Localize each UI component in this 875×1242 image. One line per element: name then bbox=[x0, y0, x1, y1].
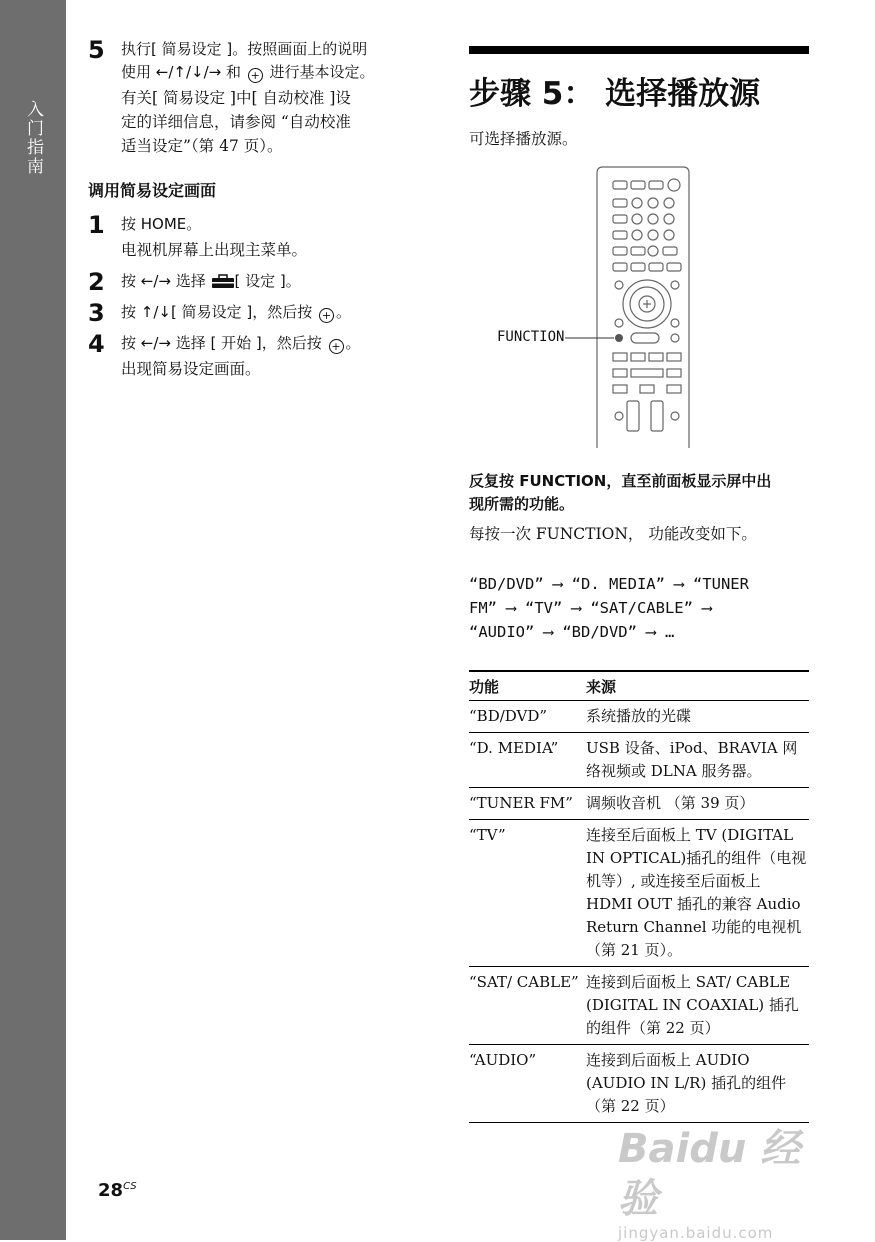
page-number: $28^{CS}$ bbox=[98, 1180, 137, 1201]
source-cell: 系统播放的光碟 bbox=[586, 701, 809, 733]
step-3 bbox=[88, 299, 438, 327]
table-header-row bbox=[469, 671, 809, 701]
step-4 bbox=[88, 332, 438, 381]
step-text: 按 ←/→ 选择 [ 开始 ]，然后按 + 。 bbox=[121, 334, 361, 353]
function-cell: “TV” bbox=[469, 820, 586, 967]
source-cell: USB 设备、iPod、BRAVIA 网络视频或 DLNA 服务器。 bbox=[586, 733, 809, 788]
source-cell: 连接到后面板上 AUDIO (AUDIO IN L/R) 插孔的组件 （第 22 页） bbox=[586, 1045, 809, 1123]
table-row bbox=[469, 1045, 809, 1123]
left-column bbox=[88, 38, 438, 389]
step-note: 电视机屏幕上出现主菜单。 bbox=[121, 241, 308, 259]
enter-button-icon: + bbox=[319, 308, 334, 323]
step-number: 4 bbox=[88, 330, 105, 358]
table-row bbox=[469, 967, 809, 1045]
enter-button-icon: + bbox=[248, 68, 263, 83]
table-row bbox=[469, 733, 809, 788]
watermark bbox=[618, 1124, 828, 1242]
source-cell: 连接到后面板上 SAT/ CABLE (DIGITAL IN COAXIAL) 插孔的组件（第 22 页） bbox=[586, 967, 809, 1045]
step-5 bbox=[88, 38, 438, 158]
intro-text: 可选择播放源。 bbox=[469, 130, 578, 148]
function-cell: “BD/DVD” bbox=[469, 701, 586, 733]
subheading: 调用简易设定画面 bbox=[88, 181, 217, 200]
enter-button-icon: + bbox=[329, 339, 344, 354]
sequence-line: FM” ⟶ “TV” ⟶ “SAT/CABLE” ⟶ bbox=[469, 599, 712, 617]
step-number: 5 bbox=[88, 36, 105, 64]
step-number: 3 bbox=[88, 299, 105, 327]
source-cell: 调频收音机 （第 39 页） bbox=[586, 788, 809, 820]
step-text: 按 HOME。 bbox=[121, 215, 202, 233]
source-cell: 连接至后面板上 TV (DIGITAL IN OPTICAL)插孔的组件（电视机等）, 或连接至后面板上 HDMI OUT 插孔的兼容 Audio Return Channel 功能的电视机（第 21 页）。 bbox=[586, 820, 809, 967]
toolbox-icon bbox=[211, 274, 235, 289]
column-header: 来源 bbox=[586, 671, 809, 701]
remote-control-icon bbox=[469, 163, 809, 448]
step-text: 按 ←/→ 选择 [ 设定 ]。 bbox=[121, 272, 301, 290]
function-callout: FUNCTION bbox=[497, 329, 565, 345]
section-title: 步骤 5： 选择播放源 bbox=[469, 76, 761, 112]
table-row bbox=[469, 788, 809, 820]
step-text: 执行[ 简易设定 ]。按照画面上的说明 bbox=[121, 40, 368, 58]
watermark-url: jingyan.baidu.com bbox=[618, 1224, 774, 1242]
each-press-text: 每按一次 FUNCTION， 功能改变如下。 bbox=[469, 525, 757, 543]
sidebar bbox=[0, 0, 66, 1240]
step-text: 按 ↑/↓[ 简易设定 ]，然后按 + 。 bbox=[121, 303, 351, 322]
sequence-line: “AUDIO” ⟶ “BD/DVD” ⟶ … bbox=[469, 623, 675, 641]
instruction: 反复按 FUNCTION，直至前面板显示屏中出 现所需的功能。 bbox=[469, 472, 772, 513]
step-note: 有关[ 简易设定 ]中[ 自动校准 ]设 定的详细信息，请参阅 “自动校准 适当设定”（第 47 页）。 bbox=[121, 89, 351, 155]
step-number: 2 bbox=[88, 268, 105, 296]
table-row bbox=[469, 701, 809, 733]
step-number: 1 bbox=[88, 211, 105, 239]
table-row bbox=[469, 820, 809, 967]
function-cell: “D. MEDIA” bbox=[469, 733, 586, 788]
title-rule bbox=[469, 46, 809, 54]
section-label: 入门指南 bbox=[23, 100, 43, 176]
sequence-line: “BD/DVD” ⟶ “D. MEDIA” ⟶ “TUNER bbox=[469, 575, 749, 593]
step-text: 使用 ←/↑/↓/→ 和 + 进行基本设定。 bbox=[121, 63, 375, 82]
right-column bbox=[469, 46, 809, 1123]
function-table bbox=[469, 670, 809, 1123]
function-cell: “TUNER FM” bbox=[469, 788, 586, 820]
watermark-brand: Baidu 经验 bbox=[618, 1126, 801, 1222]
step-1 bbox=[88, 213, 438, 262]
function-cell: “SAT/ CABLE” bbox=[469, 967, 586, 1045]
function-button bbox=[615, 334, 623, 342]
step-note: 出现简易设定画面。 bbox=[121, 360, 261, 378]
remote-illustration bbox=[469, 163, 809, 448]
function-cell: “AUDIO” bbox=[469, 1045, 586, 1123]
column-header: 功能 bbox=[469, 671, 586, 701]
function-sequence bbox=[469, 572, 809, 644]
step-2 bbox=[88, 268, 438, 296]
